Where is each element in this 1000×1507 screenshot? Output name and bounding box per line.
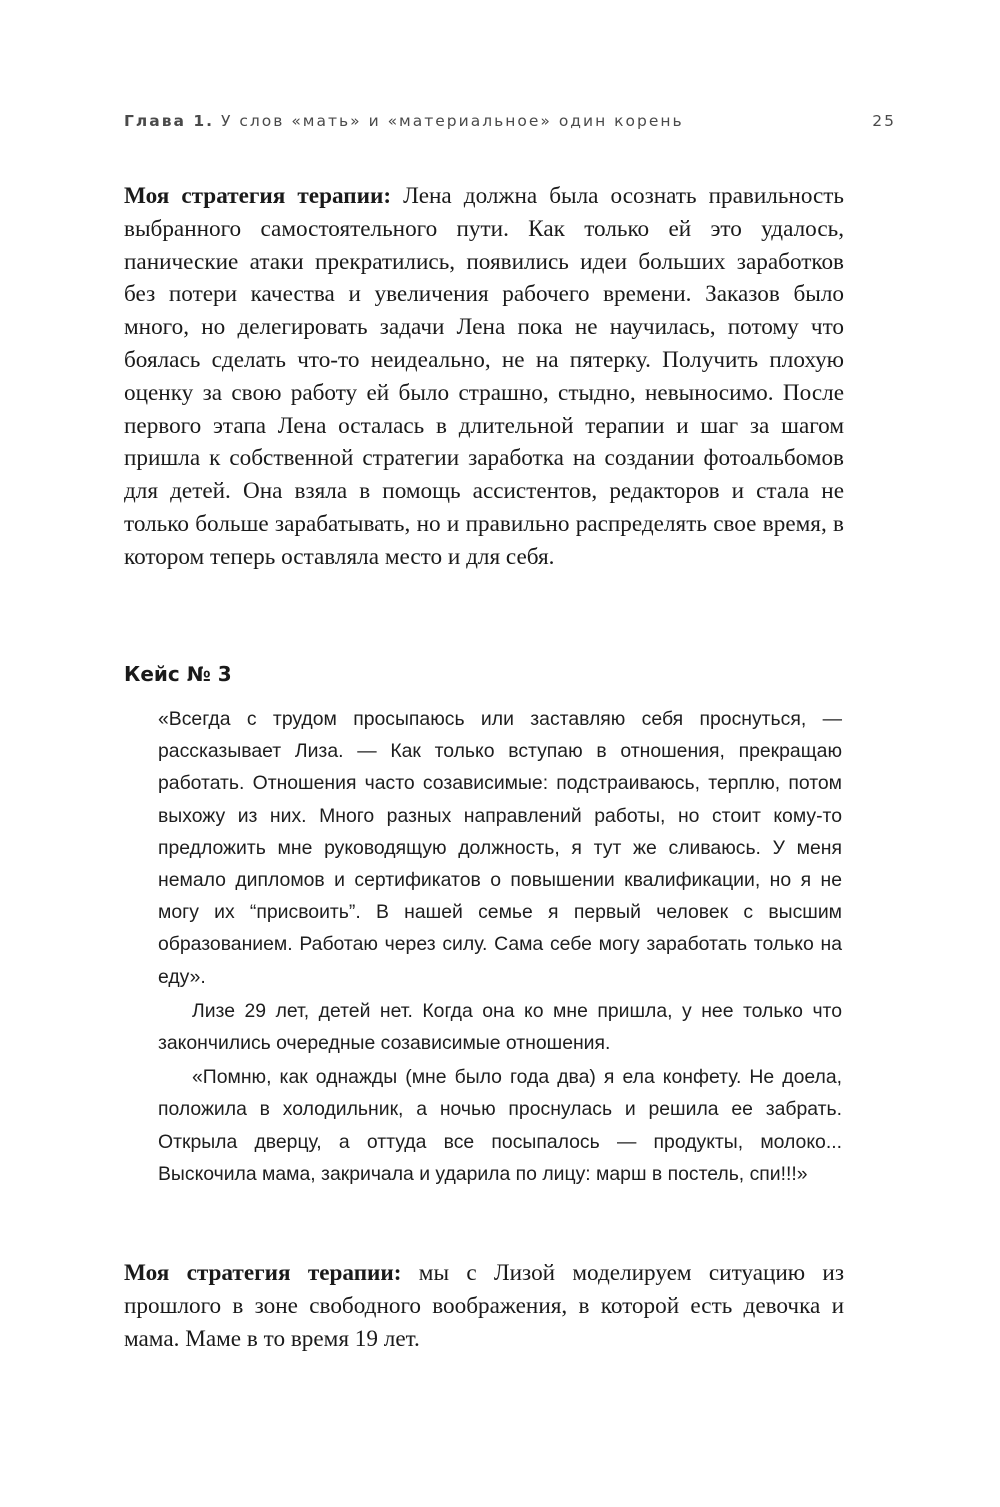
case-info-paragraph: Лизе 29 лет, детей нет. Когда она ко мне пришла, у нее только что закончились очередные созависимые отношения. bbox=[158, 999, 842, 1055]
therapy-strategy-paragraph-2 bbox=[124, 1257, 844, 1355]
chapter-title: У слов «мать» и «материальное» один корень bbox=[220, 112, 684, 130]
chapter-heading bbox=[124, 112, 684, 130]
strategy-lead: Моя стратегия терапии: bbox=[124, 183, 392, 209]
page-number: 25 bbox=[872, 112, 896, 130]
strategy-text: Лена должна была осознать правильность выбранного самостоятельного пути. Как только ей это удалось, панические атаки прекратились, появились идеи больших заработков без потери качества и увеличения рабочего времени. Заказов было много, но делегировать задачи Лена пока не научилась, потому что боялась сделать что-то неидеально, не на пятерку. Получить плохую оценку за свою работу ей было страшно, стыдно, невыносимо. После первого этапа Лена осталась в длительной терапии и шаг за шагом пришла к собственной стратегии заработка на создании фотоальбомов для детей. Она взяла в помощь ассистентов, редакторов и стала не только больше зарабатывать, но и правильно распределять свое время, в котором теперь оставляла место и для себя. bbox=[124, 183, 844, 570]
case-body bbox=[158, 703, 842, 1190]
running-header bbox=[124, 112, 896, 130]
therapy-strategy-paragraph-1 bbox=[124, 180, 844, 574]
chapter-label: Глава 1. bbox=[124, 112, 215, 130]
case-heading: Кейс № 3 bbox=[124, 662, 232, 686]
case-memory-paragraph: «Помню, как однажды (мне было года два) я ела конфету. Не доела, положила в холодильник, а ночью проснулась и решила ее забрать. Открыла дверцу, а оттуда все посыпалось — продукты, молоко... Выскочила мама, закричала и ударила по лицу: марш в постель, спи!!!» bbox=[158, 1066, 842, 1185]
strategy-lead: Моя стратегия терапии: bbox=[124, 1260, 402, 1286]
strategy-text: мы с Лизой моделируем ситуацию из прошлого в зоне свободного воображения, в которой есть девочка и мама. Маме в то время 19 лет. bbox=[124, 1260, 844, 1352]
case-quote-paragraph: «Всегда с трудом просыпаюсь или заставляю себя проснуться, — рассказывает Лиза. — Как только вступаю в отношения, прекращаю работать. Отношения часто созависимые: подстраиваюсь, терплю, потом выхожу из них. Много разных направлений работы, но стоит кому-то предложить мне руководящую должность, я тут же сливаюсь. У меня немало дипломов и сертификатов о повышении квалификации, но я не могу их “присвоить”. В нашей семье я первый человек с высшим образованием. Работаю через силу. Сама себе могу заработать только на еду». bbox=[158, 708, 842, 988]
